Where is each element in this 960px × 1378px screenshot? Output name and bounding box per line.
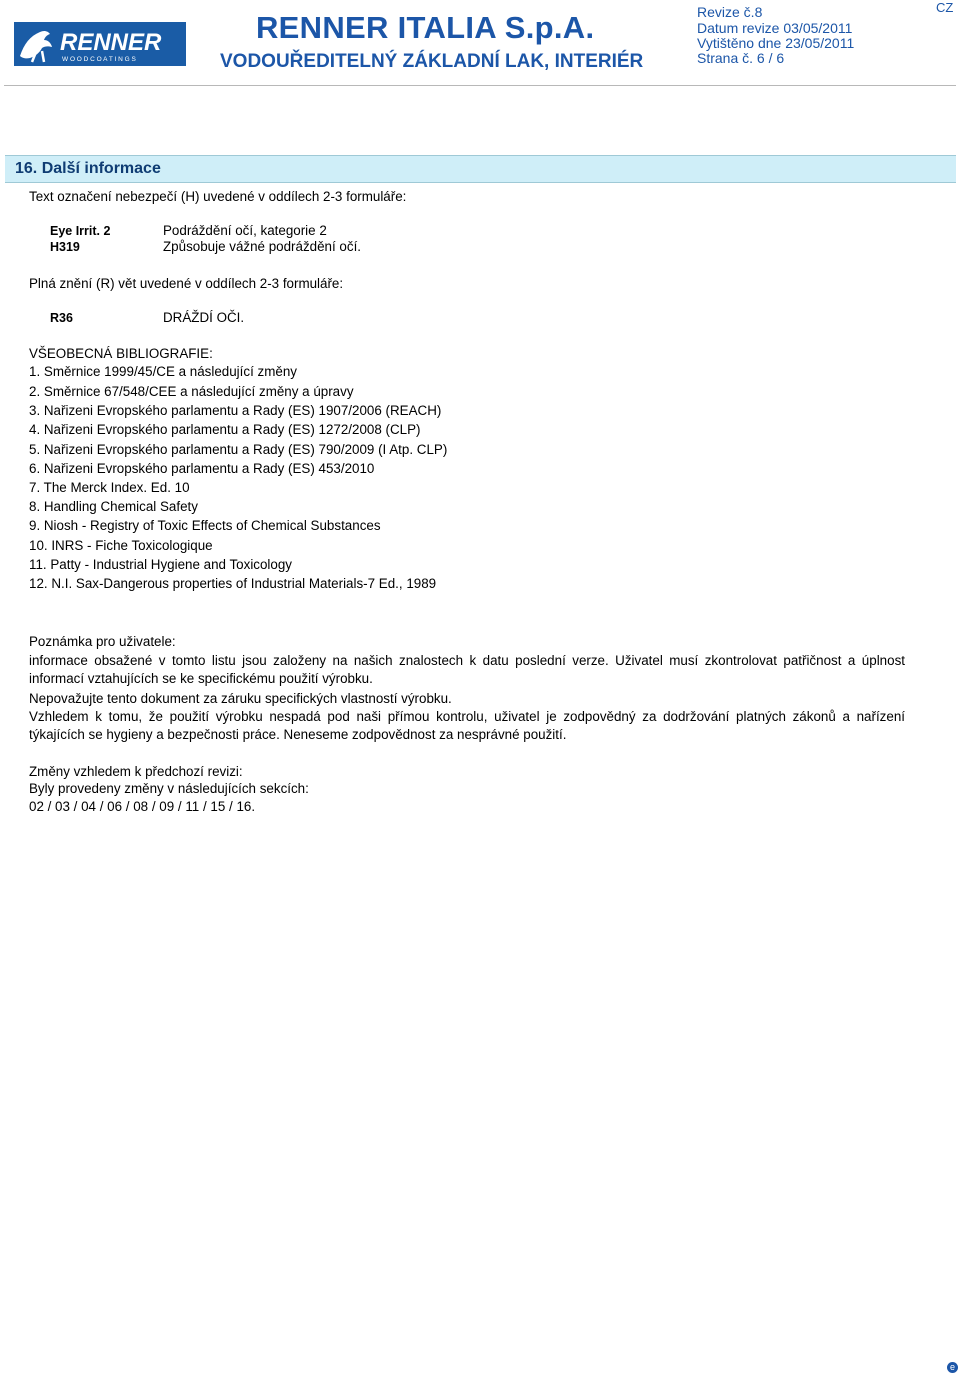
hazard-intro: Text označení nebezpečí (H) uvedené v oddílech 2-3 formuláře: <box>29 189 407 204</box>
changes-title: Změny vzhledem k předchozí revizi: <box>29 764 243 779</box>
bibliography-item: 3. Nařizeni Evropského parlamentu a Rady (ES) 1907/2006 (REACH) <box>29 403 442 418</box>
bibliography-item: 8. Handling Chemical Safety <box>29 499 198 514</box>
note-paragraph: informace obsažené v tomto listu jsou založeny na našich znalostech k datu poslední verze. Uživatel musí zkontrolovat patřičnost a úplnost informací vztahujících se ke specifickému použití výrobku. <box>29 653 905 686</box>
hazard-code: H319 <box>50 240 80 254</box>
product-name: VODOUŘEDITELNÝ ZÁKLADNÍ LAK, INTERIÉR <box>220 51 644 72</box>
header-divider <box>4 85 956 86</box>
changed-sections: 02 / 03 / 04 / 06 / 08 / 09 / 11 / 15 / 16. <box>29 799 256 814</box>
bibliography-item: 12. N.I. Sax-Dangerous properties of Industrial Materials-7 Ed., 1989 <box>29 576 437 591</box>
corner-mark: e <box>947 1362 958 1373</box>
hazard-text: Podráždění očí, kategorie 2 <box>163 223 327 238</box>
bibliography-item: 10. INRS - Fiche Toxicologique <box>29 538 213 553</box>
bibliography-item: 4. Nařizeni Evropského parlamentu a Rady (ES) 1272/2008 (CLP) <box>29 422 421 437</box>
section-header <box>5 155 956 183</box>
revision-number: Revize č.8 <box>697 4 763 20</box>
renner-logo <box>14 22 186 66</box>
note-paragraph: Nepovažujte tento dokument za záruku specifických vlastností výrobku. <box>29 691 452 706</box>
page-number: Strana č. 6 / 6 <box>697 50 785 66</box>
logo-tagline: W O O D C O A T I N G S <box>62 56 136 63</box>
changes-description: Byly provedeny změny v následujících sekcích: <box>29 781 309 796</box>
logo-wordmark: RENNER <box>60 29 162 56</box>
hazard-text: Způsobuje vážné podráždění očí. <box>163 239 362 254</box>
bibliography-item: 9. Niosh - Registry of Toxic Effects of Chemical Substances <box>29 518 381 533</box>
r-phrase-code: R36 <box>50 311 73 325</box>
note-title: Poznámka pro uživatele: <box>29 634 176 649</box>
revision-date: Datum revize 03/05/2011 <box>697 20 853 36</box>
hazard-code: Eye Irrit. 2 <box>50 224 111 238</box>
section-title: 16. Další informace <box>15 160 161 177</box>
bibliography-item: 2. Směrnice 67/548/CEE a následující změny a úpravy <box>29 384 354 399</box>
bibliography-title: VŠEOBECNÁ BIBLIOGRAFIE: <box>29 346 213 361</box>
language-code: CZ <box>936 0 954 15</box>
print-date: Vytištěno dne 23/05/2011 <box>697 35 855 51</box>
bibliography-item: 5. Nařizeni Evropského parlamentu a Rady (ES) 790/2009 (I Atp. CLP) <box>29 442 448 457</box>
company-name: RENNER ITALIA S.p.A. <box>256 10 595 45</box>
bibliography-item: 6. Nařizeni Evropského parlamentu a Rady (ES) 453/2010 <box>29 461 375 476</box>
bibliography-item: 11. Patty - Industrial Hygiene and Toxicology <box>29 557 292 572</box>
bibliography-item: 1. Směrnice 1999/45/CE a následující změny <box>29 364 297 379</box>
r-phrase-text: DRÁŽDÍ OČI. <box>163 310 245 325</box>
note-paragraph: Vzhledem k tomu, že použití výrobku nespadá pod naši přímou kontrolu, uživatel je zodpovědný za dodržování platných zákonů a nařízení týkajících se hygieny a bezpečnosti práce. Neneseme zodpovědnost za nesprávné použití. <box>29 709 905 742</box>
r-phrases-intro: Plná znění (R) vět uvedené v oddílech 2-3 formuláře: <box>29 276 344 291</box>
bibliography-item: 7. The Merck Index. Ed. 10 <box>29 480 190 495</box>
